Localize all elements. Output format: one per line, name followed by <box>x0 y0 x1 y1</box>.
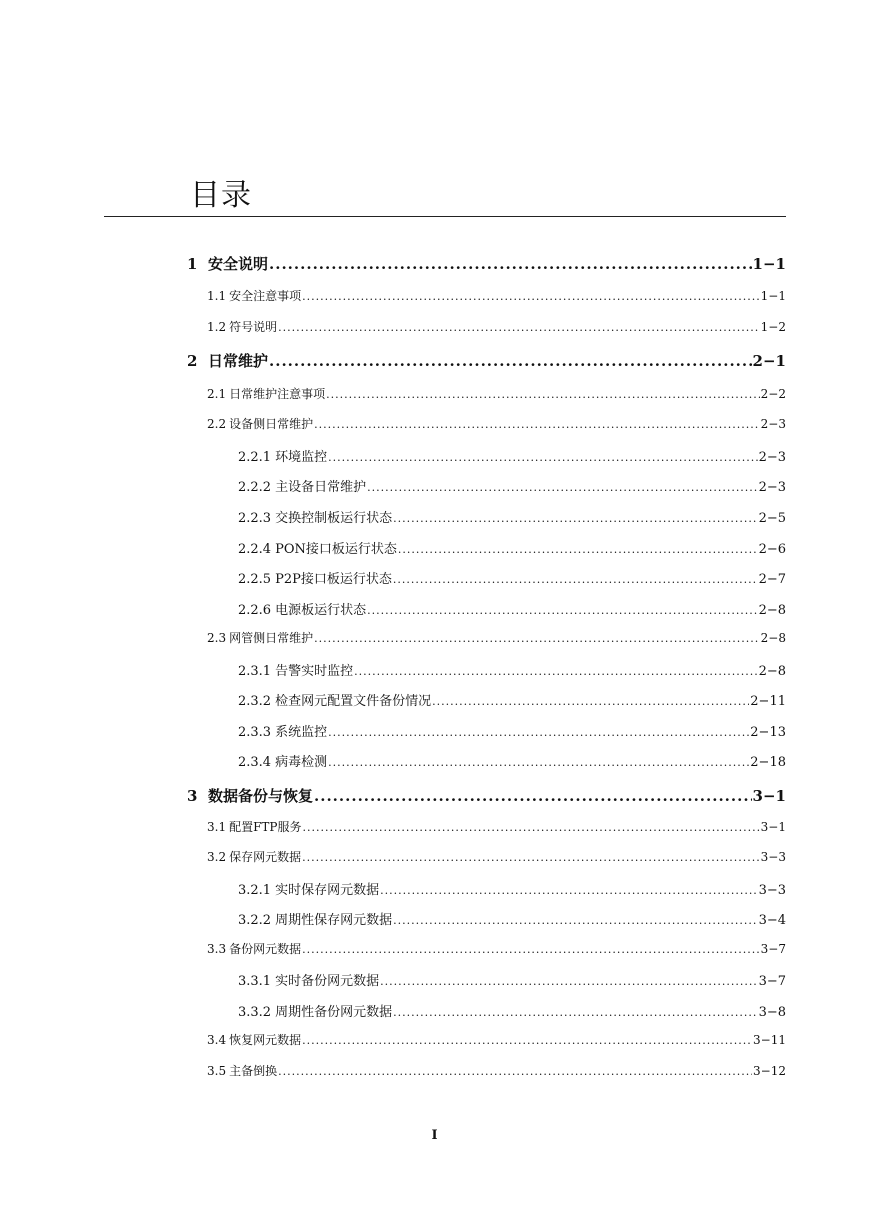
toc-entry-3[interactable] <box>187 785 786 807</box>
toc-entry-1[interactable] <box>187 253 786 275</box>
toc-entry-page: 3−12 <box>753 1064 786 1078</box>
toc-entry-page: 3−3 <box>760 850 786 864</box>
toc-entry-title: 数据备份与恢复 <box>208 787 314 805</box>
toc-entry-number: 3.3 <box>207 942 227 956</box>
toc-entry-title: 主备倒换 <box>229 1064 278 1078</box>
toc-entry-number: 1.1 <box>207 289 227 303</box>
toc-entry-number: 3.2.2 <box>238 913 272 928</box>
toc-entry-2-1[interactable] <box>207 385 786 403</box>
toc-entry-number: 3.2 <box>207 850 227 864</box>
toc-entry-title: 实时备份网元数据 <box>275 974 380 989</box>
toc-entry-title: PON接口板运行状态 <box>275 542 397 557</box>
toc-entry-2-3-2[interactable] <box>238 690 786 708</box>
toc-dot-leader <box>354 665 757 678</box>
toc-entry-2-3-1[interactable] <box>238 660 786 678</box>
toc-entry-page: 2−8 <box>760 631 786 645</box>
toc-entry-number: 2.2.6 <box>238 603 272 618</box>
toc-entry-title: 安全说明 <box>208 255 269 273</box>
toc-entry-number: 2.2.1 <box>238 450 272 465</box>
toc-entry-page: 1−1 <box>752 255 786 273</box>
toc-entry-number: 3 <box>187 787 198 805</box>
toc-entry-3-4[interactable] <box>207 1031 786 1049</box>
toc-entry-page: 2−7 <box>758 572 786 587</box>
toc-entry-title: 系统监控 <box>275 725 328 740</box>
toc-entry-page: 1−2 <box>760 320 786 334</box>
toc-entry-3-2-1[interactable] <box>238 879 786 897</box>
toc-entry-2-2-1[interactable] <box>238 446 786 464</box>
toc-entry-title: 环境监控 <box>275 450 328 465</box>
toc-entry-2-2-5[interactable] <box>238 568 786 586</box>
toc-entry-number: 2.1 <box>207 387 227 401</box>
toc-entry-number: 2.3.1 <box>238 664 272 679</box>
toc-entry-number: 2.2.4 <box>238 542 272 557</box>
toc-entry-2[interactable] <box>187 350 786 372</box>
toc-dot-leader <box>269 255 752 273</box>
toc-entry-page: 2−18 <box>750 755 786 770</box>
toc-entry-page: 2−1 <box>752 352 786 370</box>
toc-entry-2-3[interactable] <box>207 629 786 647</box>
toc-entry-number: 3.2.1 <box>238 883 272 898</box>
toc-entry-page: 3−3 <box>758 883 786 898</box>
toc-dot-leader <box>326 388 760 401</box>
toc-entry-title: 检查网元配置文件备份情况 <box>275 694 432 709</box>
toc-entry-3-3[interactable] <box>207 940 786 958</box>
toc-entry-page: 2−8 <box>758 664 786 679</box>
toc-entry-page: 2−3 <box>760 417 786 431</box>
toc-dot-leader <box>314 787 752 805</box>
toc-entry-number: 2.3.4 <box>238 755 272 770</box>
toc-entry-page: 1−1 <box>760 289 786 303</box>
toc-entry-page: 3−11 <box>753 1033 786 1047</box>
toc-dot-leader <box>302 1034 752 1047</box>
toc-dot-leader <box>302 943 760 956</box>
toc-entry-title: 周期性备份网元数据 <box>275 1005 393 1020</box>
toc-dot-leader <box>328 451 757 464</box>
toc-entry-title: 安全注意事项 <box>229 289 302 303</box>
toc-entry-page: 3−7 <box>760 942 786 956</box>
toc-entry-page: 3−1 <box>752 787 786 805</box>
toc-entry-2-2[interactable] <box>207 415 786 433</box>
toc-dot-leader <box>393 1006 757 1019</box>
toc-entry-number: 1 <box>187 255 198 273</box>
toc-entry-page: 2−11 <box>750 694 786 709</box>
page-title: 目录 <box>190 178 252 213</box>
toc-entry-title: 告警实时监控 <box>275 664 354 679</box>
toc-entry-title: 交换控制板运行状态 <box>275 511 393 526</box>
toc-dot-leader <box>314 632 760 645</box>
toc-entry-number: 2.3.3 <box>238 725 272 740</box>
toc-entry-title: 日常维护注意事项 <box>229 387 326 401</box>
toc-entry-title: 实时保存网元数据 <box>275 883 380 898</box>
toc-dot-leader <box>269 352 752 370</box>
toc-dot-leader <box>314 418 760 431</box>
toc-entry-page: 2−3 <box>758 450 786 465</box>
toc-entry-number: 2.3 <box>207 631 227 645</box>
toc-entry-page: 3−4 <box>758 913 786 928</box>
toc-dot-leader <box>398 543 758 556</box>
toc-entry-number: 3.3.1 <box>238 974 272 989</box>
toc-entry-2-2-2[interactable] <box>238 476 786 494</box>
toc-dot-leader <box>380 975 757 988</box>
toc-dot-leader <box>393 573 758 586</box>
toc-entry-page: 2−8 <box>758 603 786 618</box>
toc-entry-number: 2.2.2 <box>238 480 272 495</box>
toc-entry-2-3-3[interactable] <box>238 721 786 739</box>
toc-dot-leader <box>367 481 757 494</box>
toc-entry-page: 2−6 <box>758 542 786 557</box>
toc-entry-title: 主设备日常维护 <box>275 480 367 495</box>
toc-dot-leader <box>432 695 749 708</box>
toc-dot-leader <box>303 821 760 834</box>
toc-entry-title: 备份网元数据 <box>229 942 302 956</box>
toc-entry-title: 日常维护 <box>208 352 269 370</box>
toc-entry-number: 1.2 <box>207 320 227 334</box>
toc-entry-2-2-3[interactable] <box>238 507 786 525</box>
toc-entry-title: 病毒检测 <box>275 755 328 770</box>
toc-entry-title: 电源板运行状态 <box>275 603 367 618</box>
toc-entry-number: 3.4 <box>207 1033 227 1047</box>
toc-entry-number: 2.2 <box>207 417 227 431</box>
toc-entry-page: 2−3 <box>758 480 786 495</box>
toc-entry-2-2-6[interactable] <box>238 599 786 617</box>
toc-entry-page: 3−8 <box>758 1005 786 1020</box>
toc-entry-page: 2−5 <box>758 511 786 526</box>
toc-entry-3-2-2[interactable] <box>238 909 786 927</box>
toc-entry-page: 2−13 <box>750 725 786 740</box>
toc-entry-3-2[interactable] <box>207 848 786 866</box>
toc-entry-2-2-4[interactable] <box>238 538 786 556</box>
toc-entry-1-2[interactable] <box>207 318 786 336</box>
toc-entry-title: 保存网元数据 <box>229 850 302 864</box>
toc-dot-leader <box>302 290 760 303</box>
toc-entry-2-3-4[interactable] <box>238 751 786 769</box>
toc-dot-leader <box>328 756 749 769</box>
toc-entry-3-5[interactable] <box>207 1062 786 1080</box>
toc-entry-number: 3.5 <box>207 1064 227 1078</box>
toc-entry-title: 恢复网元数据 <box>229 1033 302 1047</box>
toc-entry-number: 2.2.5 <box>238 572 272 587</box>
toc-entry-title: P2P接口板运行状态 <box>275 572 392 587</box>
title-divider <box>104 216 786 217</box>
footer-page-number: I <box>431 1128 438 1143</box>
toc-entry-1-1[interactable] <box>207 287 786 305</box>
toc-dot-leader <box>302 851 760 864</box>
toc-entry-title: 设备侧日常维护 <box>229 417 314 431</box>
toc-entry-3-3-2[interactable] <box>238 1001 786 1019</box>
toc-dot-leader <box>393 512 757 525</box>
toc-entry-title: 符号说明 <box>229 320 278 334</box>
toc-entry-page: 3−7 <box>758 974 786 989</box>
toc-entry-page: 3−1 <box>760 820 786 834</box>
toc-entry-number: 2.3.2 <box>238 694 272 709</box>
toc-entry-title: 网管侧日常维护 <box>229 631 314 645</box>
toc-entry-3-3-1[interactable] <box>238 970 786 988</box>
toc-dot-leader <box>367 604 757 617</box>
toc-entry-3-1[interactable] <box>207 818 786 836</box>
toc-entry-title: 配置FTP服务 <box>229 820 302 834</box>
toc-entry-number: 2.2.3 <box>238 511 272 526</box>
toc-entry-number: 3.3.2 <box>238 1005 272 1020</box>
toc-dot-leader <box>393 914 757 927</box>
toc-dot-leader <box>328 726 749 739</box>
toc-entry-number: 2 <box>187 352 198 370</box>
toc-entry-number: 3.1 <box>207 820 227 834</box>
toc-dot-leader <box>278 1065 752 1078</box>
toc-entry-title: 周期性保存网元数据 <box>275 913 393 928</box>
toc-dot-leader <box>380 884 757 897</box>
toc-entry-page: 2−2 <box>760 387 786 401</box>
toc-dot-leader <box>278 321 760 334</box>
